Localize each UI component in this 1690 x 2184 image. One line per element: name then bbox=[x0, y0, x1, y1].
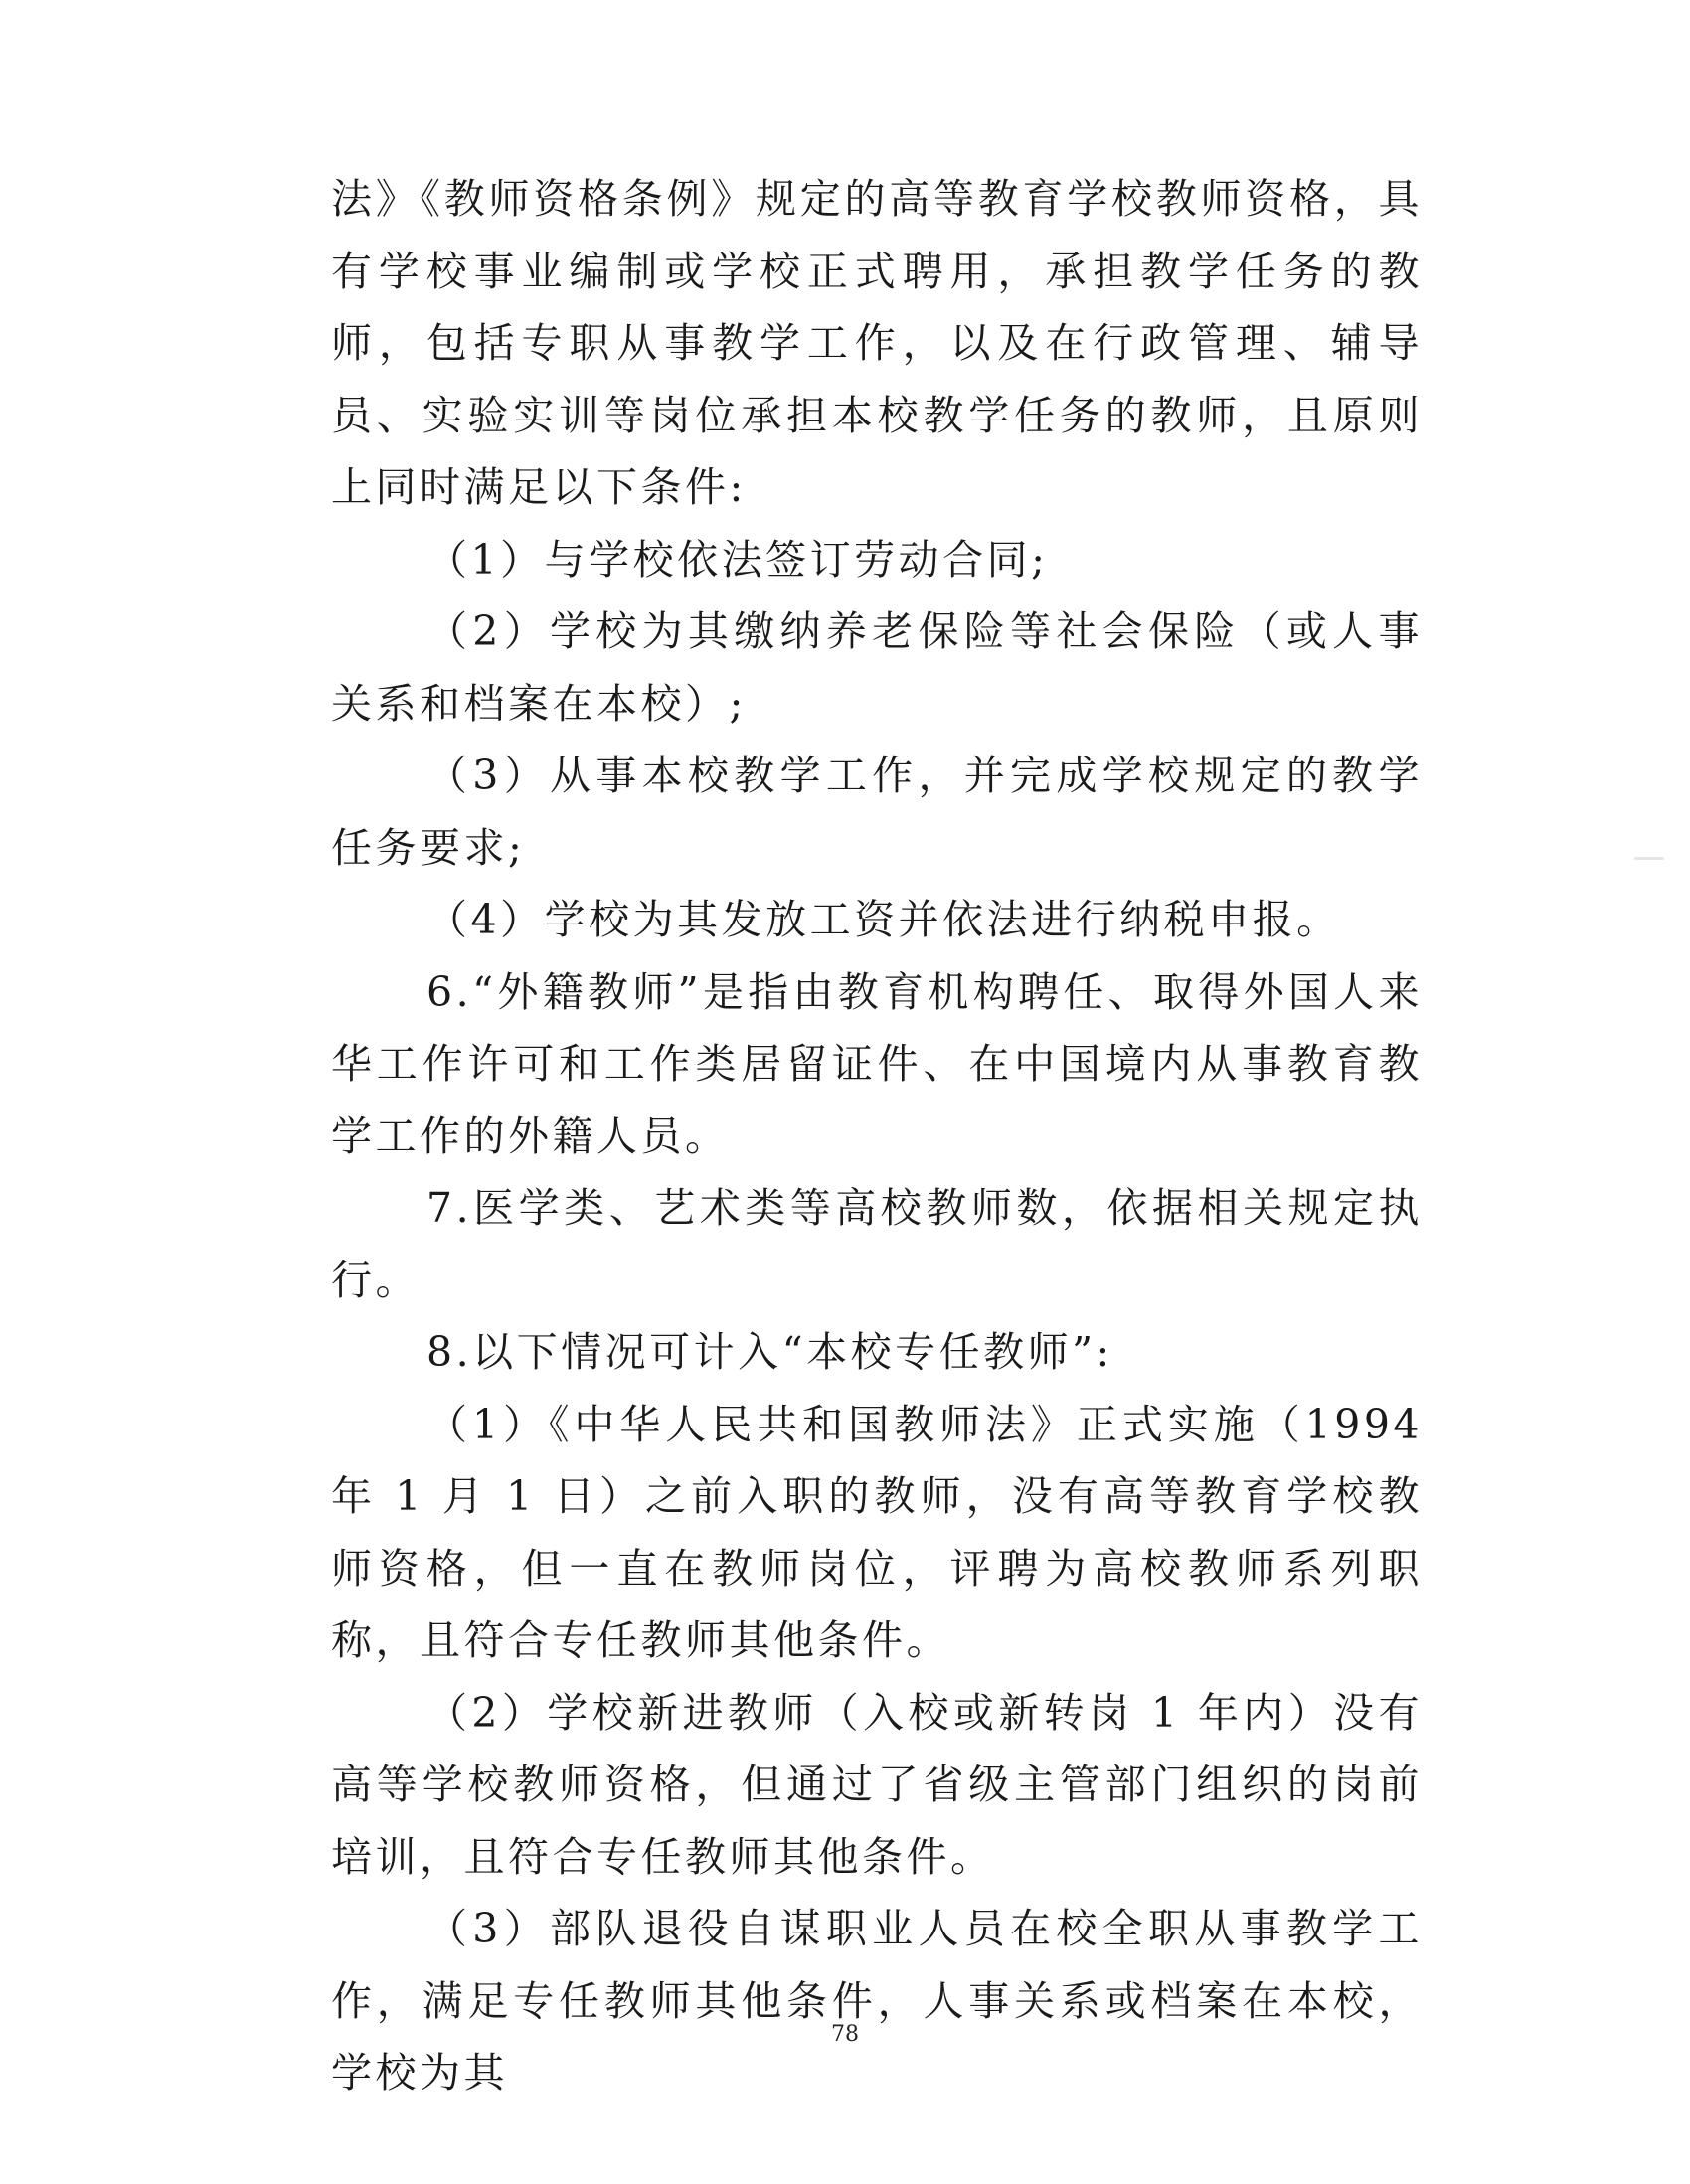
paragraph-condition-4: （4）学校为其发放工资并依法进行纳税申报。 bbox=[426, 896, 1341, 943]
paragraph-item-7: 7.医学类、艺术类等高校教师数，依据相关规定执行。 bbox=[331, 1184, 1423, 1304]
paragraph-item-8-sub-1: （1）《中华人民共和国教师法》正式实施（1994 年 1 月 1 日）之前入职的教师，没有高等教育学校教师资格，但一直在教师岗位，评聘为高校教师系列职称，且符合专任教师其他条件。 bbox=[331, 1400, 1423, 1664]
paragraph-item-6: 6.“外籍教师”是指由教育机构聘任、取得外国人来华工作许可和工作类居留证件、在中国境内从事教育教学工作的外籍人员。 bbox=[331, 967, 1423, 1160]
paragraph-item-8: 8.以下情况可计入“本校专任教师”: bbox=[426, 1328, 1113, 1376]
scan-artifact bbox=[1634, 857, 1664, 860]
paragraph-condition-3: （3）从事本校教学工作，并完成学校规定的教学任务要求; bbox=[331, 752, 1423, 872]
paragraph-condition-1: （1）与学校依法签订劳动合同; bbox=[426, 535, 1049, 584]
document-body bbox=[331, 163, 1423, 2109]
paragraph-item-8-sub-3: （3）部队退役自谋职业人员在校全职从事教学工作，满足专任教师其他条件，人事关系或档案在本校，学校为其 bbox=[331, 1905, 1423, 2097]
paragraph-continuation: 法》《教师资格条例》规定的高等教育学校教师资格，具有学校事业编制或学校正式聘用，承担教学任务的教师，包括专职从事教学工作，以及在行政管理、辅导员、实验实训等岗位承担本校教学任务的教师，且原则上同时满足以下条件: bbox=[331, 175, 1423, 511]
paragraph-item-8-sub-2: （2）学校新进教师（入校或新转岗 1 年内）没有高等学校教师资格，但通过了省级主管部门组织的岗前培训，且符合专任教师其他条件。 bbox=[331, 1688, 1423, 1881]
paragraph-condition-2: （2）学校为其缴纳养老保险等社会保险（或人事关系和档案在本校）; bbox=[331, 607, 1423, 728]
page-number: 78 bbox=[831, 2022, 859, 2047]
